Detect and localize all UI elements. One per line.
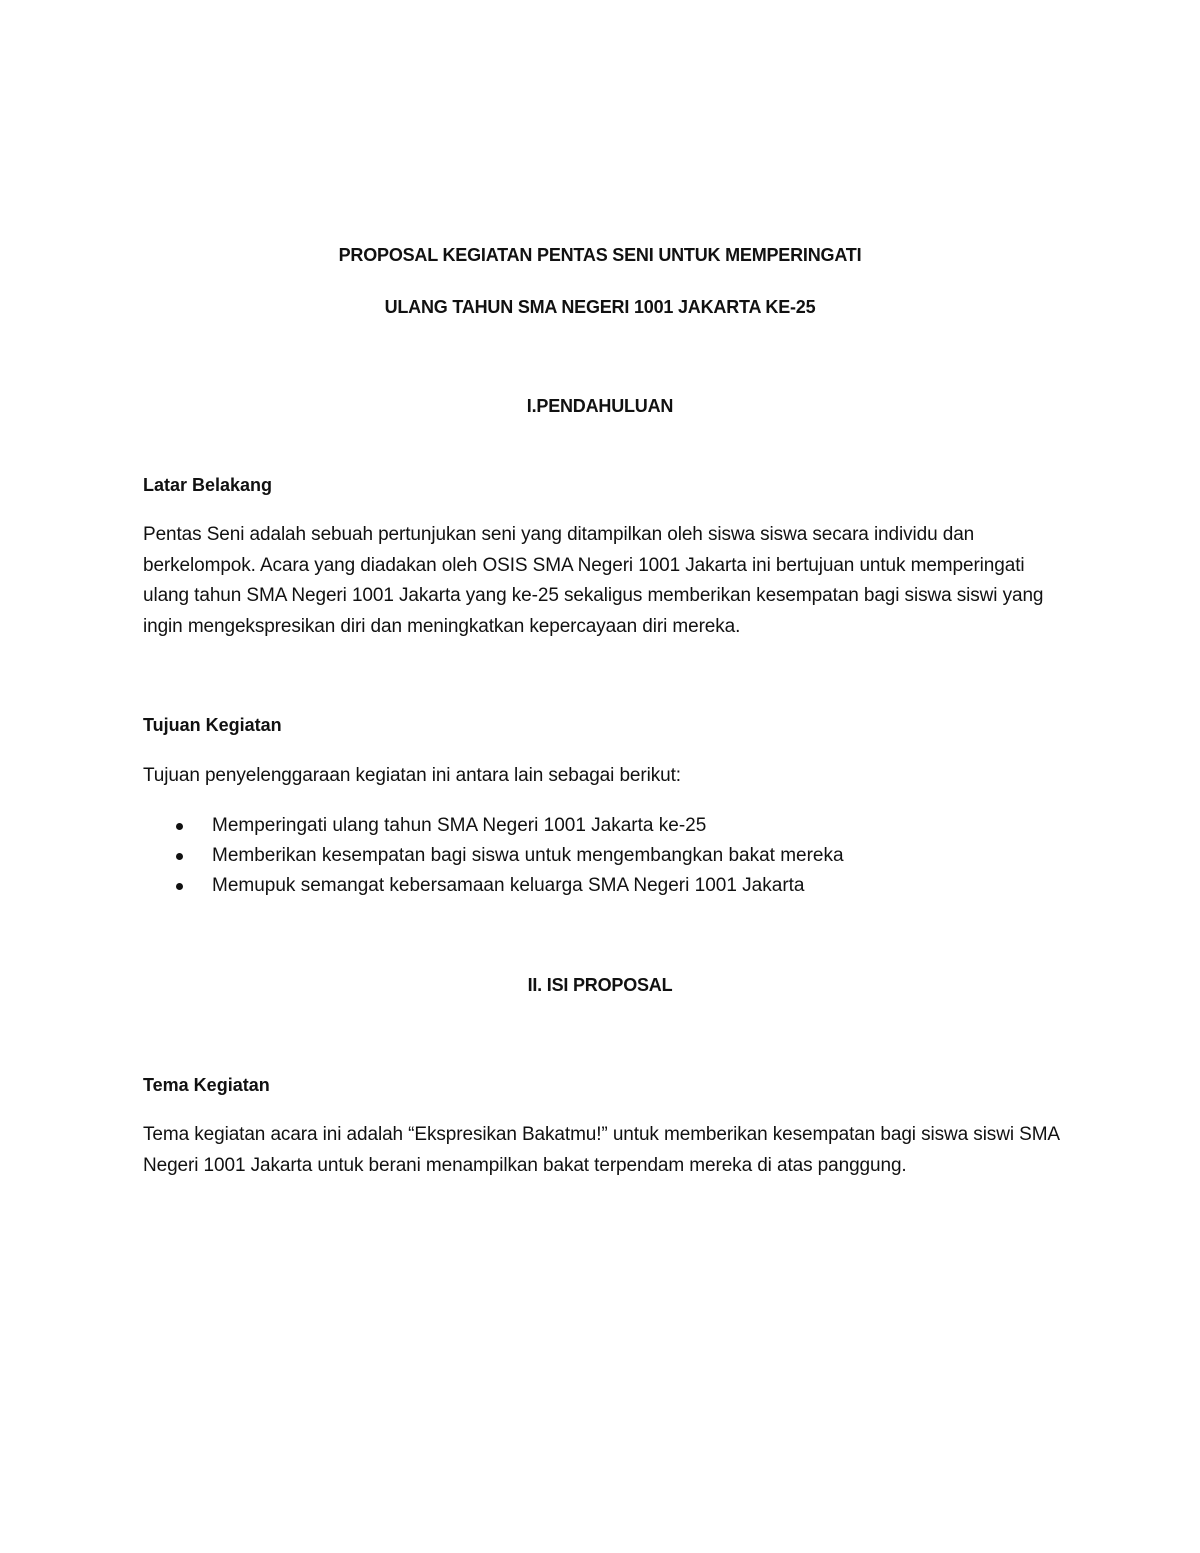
section-heading-isi-proposal: II. ISI PROPOSAL: [527, 975, 673, 995]
list-item: [143, 841, 1063, 871]
list-item-text: Memperingati ulang tahun SMA Negeri 1001 Jakarta ke-25: [212, 815, 707, 836]
list-item: [143, 871, 1063, 901]
subheading-tema-kegiatan: Tema Kegiatan: [143, 1075, 270, 1095]
subheading-latar-belakang: Latar Belakang: [143, 475, 273, 495]
document-title-line-1: PROPOSAL KEGIATAN PENTAS SENI UNTUK MEMPERINGATI: [338, 245, 862, 265]
paragraph-tema-kegiatan: Tema kegiatan acara ini adalah “Ekspresikan Bakatmu!” untuk memberikan kesempatan bagi siswa siswi SMA Negeri 1001 Jakarta untuk berani menampilkan bakat terpendam mereka di atas panggung.: [143, 1124, 1059, 1176]
tujuan-bullet-list: [143, 811, 1063, 901]
list-item-text: Memupuk semangat kebersamaan keluarga SMA Negeri 1001 Jakarta: [212, 875, 805, 896]
bullet-icon: [176, 883, 183, 890]
subheading-tujuan-kegiatan: Tujuan Kegiatan: [143, 715, 282, 735]
document-title-line-2: ULANG TAHUN SMA NEGERI 1001 JAKARTA KE-25: [384, 297, 816, 317]
list-item-text: Memberikan kesempatan bagi siswa untuk mengembangkan bakat mereka: [212, 845, 844, 866]
section-heading-pendahuluan: I.PENDAHULUAN: [526, 396, 674, 416]
bullet-icon: [176, 823, 183, 830]
paragraph-tujuan-intro: Tujuan penyelenggaraan kegiatan ini antara lain sebagai berikut:: [143, 765, 681, 786]
bullet-icon: [176, 853, 183, 860]
list-item: [143, 811, 1063, 841]
paragraph-latar-belakang: Pentas Seni adalah sebuah pertunjukan seni yang ditampilkan oleh siswa siswa secara individu dan berkelompok. Acara yang diadakan oleh OSIS SMA Negeri 1001 Jakarta ini bertujuan untuk memperingati ulang tahun SMA Negeri 1001 Jakarta yang ke-25 sekaligus memberikan kesempatan bagi siswa siswi yang ingin mengekspresikan diri dan meningkatkan kepercayaan diri mereka.: [143, 524, 1044, 637]
